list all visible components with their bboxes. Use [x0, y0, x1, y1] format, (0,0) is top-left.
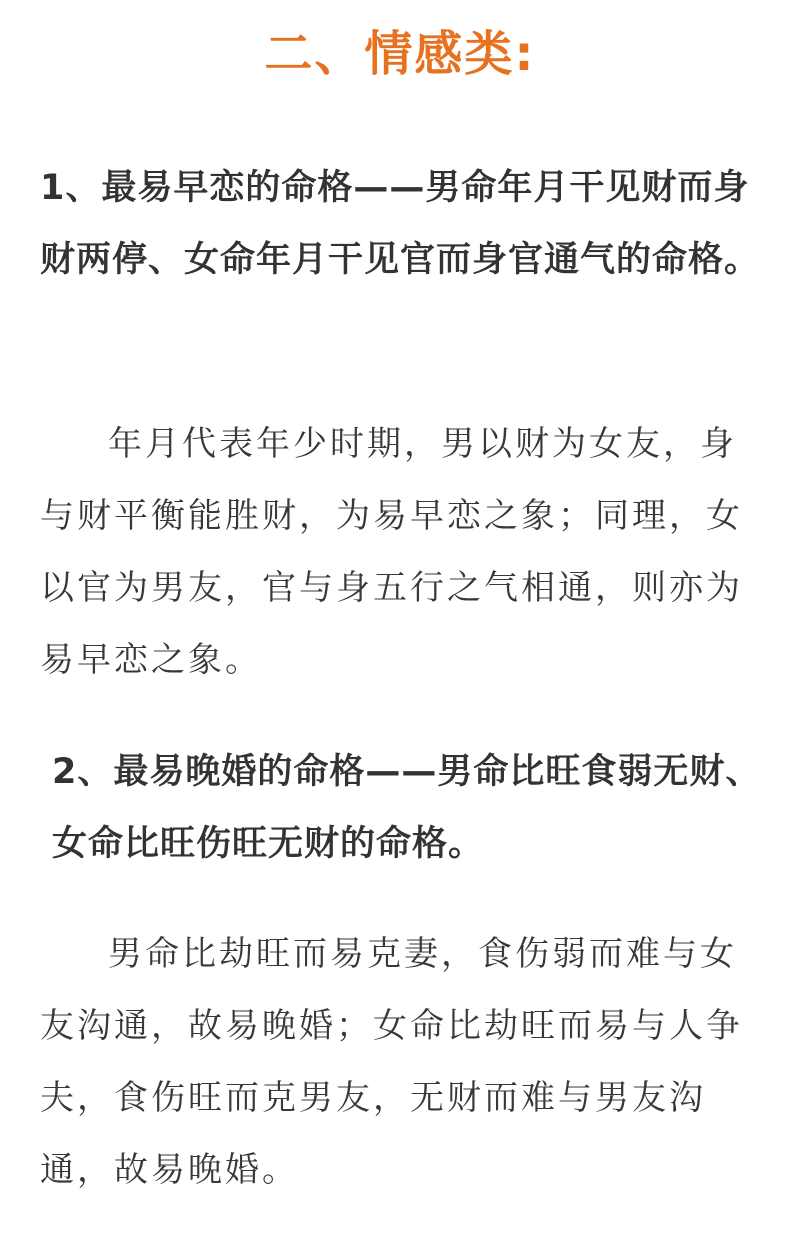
section-body-1: 年月代表年少时期，男以财为女友，身与财平衡能胜财，为易早恋之象；同理，女以官为男友，官与身五行之气相通，则亦为易早恋之象。 [40, 424, 743, 680]
section-body-2: 男命比劫旺而易克妻，食伤弱而难与女友沟通，故易晚婚；女命比劫旺而易与人争夫，食伤旺而克男友，无财而难与男友沟通，故易晚婚。 [40, 934, 743, 1190]
page-title: 二、情感类: [264, 26, 536, 82]
section-heading-2: 2、最易晚婚的命格——男命比旺食弱无财、女命比旺伤旺无财的命格。 [52, 752, 762, 864]
section-heading-1: 1、最易早恋的命格——男命年月干见财而身财两停、女命年月干见官而身官通气的命格。 [40, 168, 761, 280]
